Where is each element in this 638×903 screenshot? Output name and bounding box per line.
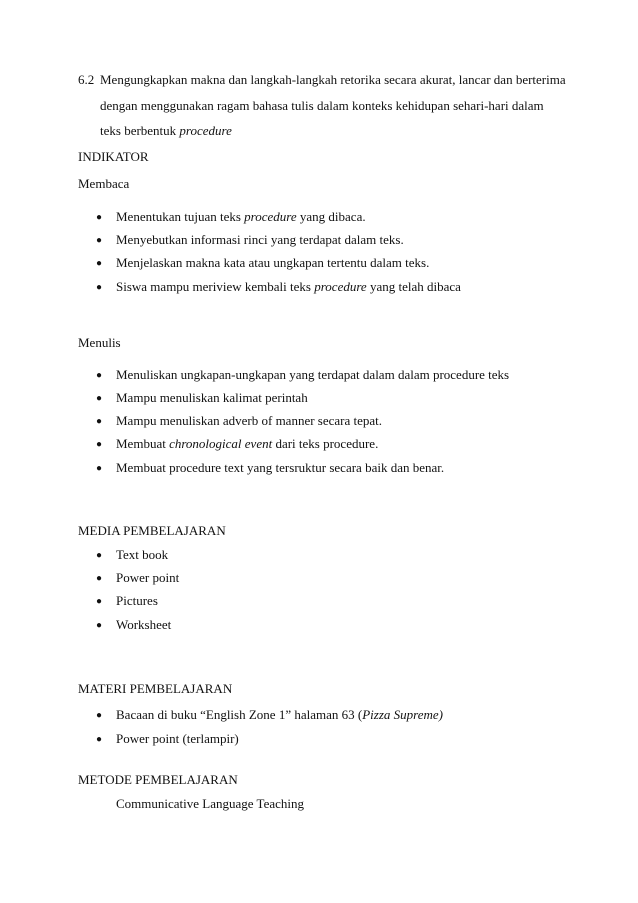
bullet-icon: ● <box>96 573 103 584</box>
bullet-icon: ● <box>96 734 103 745</box>
membaca-heading: Membaca <box>78 176 130 191</box>
kd-line-2: dengan menggunakan ragam bahasa tulis dalam konteks kehidupan sehari-hari dalam <box>100 98 544 113</box>
bullet-icon: ● <box>96 282 103 293</box>
bullet-icon: ● <box>96 393 103 404</box>
list-item: Text book <box>116 547 169 562</box>
list-item: Siswa mampu meriview kembali teks procedure yang telah dibaca <box>116 279 461 294</box>
kd-line-1: Mengungkapkan makna dan langkah-langkah retorika secara akurat, lancar dan berterima <box>100 72 566 87</box>
media-heading: MEDIA PEMBELAJARAN <box>78 523 226 538</box>
kd-number: 6.2 <box>78 72 95 87</box>
list-item: Menentukan tujuan teks procedure yang dibaca. <box>116 209 366 224</box>
bullet-icon: ● <box>96 710 103 721</box>
indikator-heading: INDIKATOR <box>78 149 149 164</box>
bullet-icon: ● <box>96 439 103 450</box>
bullet-icon: ● <box>96 212 103 223</box>
bullet-icon: ● <box>96 550 103 561</box>
list-item: Power point <box>116 570 180 585</box>
list-item: Membuat procedure text yang tersruktur secara baik dan benar. <box>116 460 445 475</box>
list-item: Menyebutkan informasi rinci yang terdapat dalam teks. <box>116 232 404 247</box>
list-item: Menjelaskan makna kata atau ungkapan tertentu dalam teks. <box>116 255 430 270</box>
list-item: Mampu menuliskan kalimat perintah <box>116 390 308 405</box>
list-item: Membuat chronological event dari teks procedure. <box>116 436 379 451</box>
list-item: Bacaan di buku “English Zone 1” halaman 63 (Pizza Supreme) <box>116 707 443 722</box>
list-item: Power point (terlampir) <box>116 731 239 746</box>
metode-text: Communicative Language Teaching <box>116 796 305 811</box>
list-item: Pictures <box>116 593 158 608</box>
materi-heading: MATERI PEMBELAJARAN <box>78 681 233 696</box>
metode-heading: METODE PEMBELAJARAN <box>78 772 238 787</box>
bullet-icon: ● <box>96 416 103 427</box>
list-item: Mampu menuliskan adverb of manner secara tepat. <box>116 413 383 428</box>
bullet-icon: ● <box>96 370 103 381</box>
list-item: Worksheet <box>116 617 172 632</box>
bullet-icon: ● <box>96 258 103 269</box>
bullet-icon: ● <box>96 620 103 631</box>
kd-line-3: teks berbentuk procedure <box>100 123 232 138</box>
list-item: Menuliskan ungkapan-ungkapan yang terdapat dalam dalam procedure teks <box>116 367 510 382</box>
menulis-heading: Menulis <box>78 335 121 350</box>
bullet-icon: ● <box>96 463 103 474</box>
bullet-icon: ● <box>96 596 103 607</box>
bullet-icon: ● <box>96 235 103 246</box>
